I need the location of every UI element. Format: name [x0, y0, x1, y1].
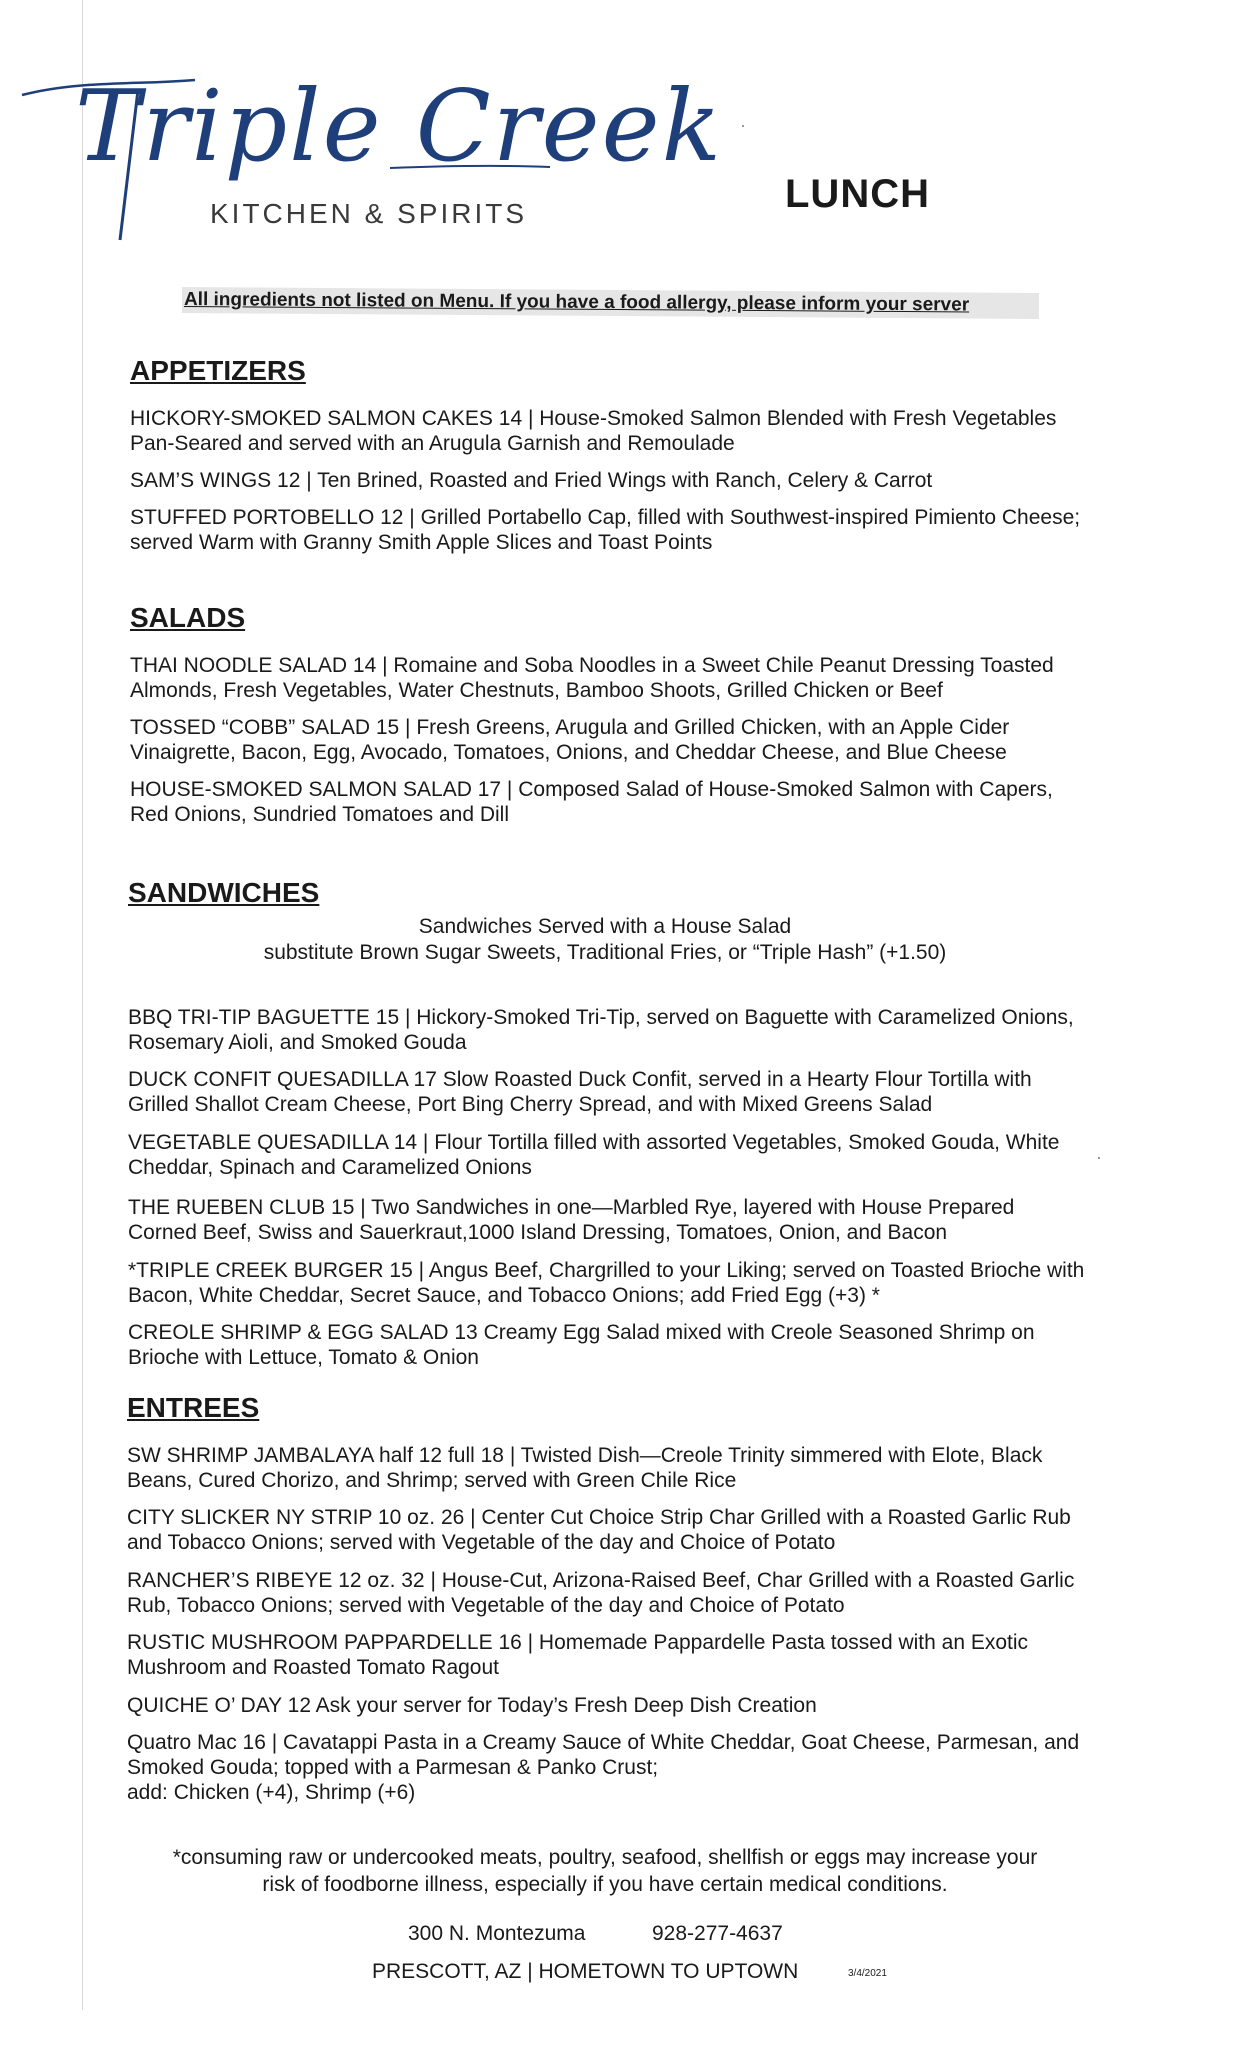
menu-title: LUNCH [785, 172, 930, 216]
logo [20, 50, 723, 250]
menu-item: HOUSE-SMOKED SALMON SALAD 17 | Composed Salad of House-Smoked Salmon with Capers, Red Onions, Sundried Tomatoes and Dill [130, 778, 1053, 826]
menu-item: RANCHER’S RIBEYE 12 oz. 32 | House-Cut, Arizona-Raised Beef, Char Grilled with a Roasted Garlic Rub, Tobacco Onions; served with Vegetable of the day and Choice of Potato [127, 1569, 1075, 1617]
menu-item: QUICHE O’ DAY 12 Ask your server for Today’s Fresh Deep Dish Creation [127, 1694, 817, 1717]
scan-speck [742, 125, 744, 127]
menu-item: HICKORY-SMOKED SALMON CAKES 14 | House-Smoked Salmon Blended with Fresh Vegetables Pan-Seared and served with an Arugula Garnish and Remoulade [130, 407, 1057, 455]
menu-item: *TRIPLE CREEK BURGER 15 | Angus Beef, Chargrilled to your Liking; served on Toasted Brioche with Bacon, White Cheddar, Secret Sauce, and Tobacco Onions; add Fried Egg (+3) * [128, 1259, 1085, 1307]
menu-item: BBQ TRI-TIP BAGUETTE 15 | Hickory-Smoked Tri-Tip, served on Baguette with Caramelized Onions, Rosemary Aioli, and Smoked Gouda [128, 1006, 1074, 1054]
section-title-sandwiches: SANDWICHES [128, 877, 320, 908]
menu-item: CREOLE SHRIMP & EGG SALAD 13 Creamy Egg Salad mixed with Creole Seasoned Shrimp on Brioche with Lettuce, Tomato & Onion [128, 1321, 1035, 1369]
menu-item: SW SHRIMP JAMBALAYA half 12 full 18 | Twisted Dish—Creole Trinity simmered with Elote, Black Beans, Cured Chorizo, and Shrimp; served with Green Chile Rice [127, 1444, 1043, 1492]
page-edge-line [82, 0, 83, 2010]
menu-item: THE RUEBEN CLUB 15 | Two Sandwiches in one—Marbled Rye, layered with House Prepared Corned Beef, Swiss and Sauerkraut,1000 Island Dressing, Tomatoes, Onion, and Bacon [128, 1196, 1015, 1244]
allergy-notice: All ingredients not listed on Menu. If you have a food allergy, please inform your server [182, 287, 1039, 319]
footer-date: 3/4/2021 [848, 1968, 887, 1979]
menu-item: RUSTIC MUSHROOM PAPPARDELLE 16 | Homemade Pappardelle Pasta tossed with an Exotic Mushroom and Roasted Tomato Ragout [127, 1631, 1029, 1679]
menu-item: STUFFED PORTOBELLO 12 | Grilled Portabello Cap, filled with Southwest-inspired Pimiento Cheese; served Warm with Granny Smith Apple Slices and Toast Points [130, 506, 1081, 554]
menu-item: add: Chicken (+4), Shrimp (+6) [127, 1781, 416, 1804]
sandwich-note-line2: substitute Brown Sugar Sweets, Traditional Fries, or “Triple Hash” (+1.50) [263, 941, 947, 964]
logo-script-text: Triple Creek [75, 70, 723, 184]
menu-item: VEGETABLE QUESADILLA 14 | Flour Tortilla filled with assorted Vegetables, Smoked Gouda, White Cheddar, Spinach and Caramelized Onions [128, 1131, 1060, 1179]
section-title-appetizers: APPETIZERS [130, 355, 306, 386]
menu-item: SAM’S WINGS 12 | Ten Brined, Roasted and Fried Wings with Ranch, Celery & Carrot [130, 469, 933, 492]
disclaimer-line2: risk of foodborne illness, especially if you have certain medical conditions. [262, 1873, 948, 1896]
footer-phone: 928-277-4637 [652, 1922, 783, 1945]
logo-subtitle: KITCHEN & SPIRITS [210, 198, 528, 229]
sandwich-note-line1: Sandwiches Served with a House Salad [418, 915, 792, 938]
footer-address: 300 N. Montezuma [408, 1922, 586, 1945]
scan-speck [1098, 1157, 1100, 1159]
menu-item: DUCK CONFIT QUESADILLA 17 Slow Roasted Duck Confit, served in a Hearty Flour Tortilla with Grilled Shallot Cream Cheese, Port Bing Cherry Spread, and with Mixed Greens Salad [128, 1068, 1032, 1116]
menu-item: TOSSED “COBB” SALAD 15 | Fresh Greens, Arugula and Grilled Chicken, with an Apple Cider Vinaigrette, Bacon, Egg, Avocado, Tomatoes, Onions, and Cheddar Cheese, and Blue Cheese [130, 716, 1010, 764]
disclaimer-line1: *consuming raw or undercooked meats, poultry, seafood, shellfish or eggs may increase your [172, 1846, 1038, 1869]
menu-item: THAI NOODLE SALAD 14 | Romaine and Soba Noodles in a Sweet Chile Peanut Dressing Toasted Almonds, Fresh Vegetables, Water Chestnuts, Bamboo Shoots, Grilled Chicken or Beef [130, 654, 1054, 702]
section-title-entrees: ENTREES [127, 1392, 260, 1423]
menu-item: CITY SLICKER NY STRIP 10 oz. 26 | Center Cut Choice Strip Char Grilled with a Roasted Garlic Rub and Tobacco Onions; served with Vegetable of the day and Choice of Potato [127, 1506, 1071, 1554]
section-title-salads: SALADS [130, 602, 246, 633]
footer-city: PRESCOTT, AZ | HOMETOWN TO UPTOWN [372, 1960, 799, 1983]
menu-item: Quatro Mac 16 | Cavatappi Pasta in a Creamy Sauce of White Cheddar, Goat Cheese, Parmesan, and Smoked Gouda; topped with a Parmesan & Panko Crust; [127, 1731, 1080, 1779]
